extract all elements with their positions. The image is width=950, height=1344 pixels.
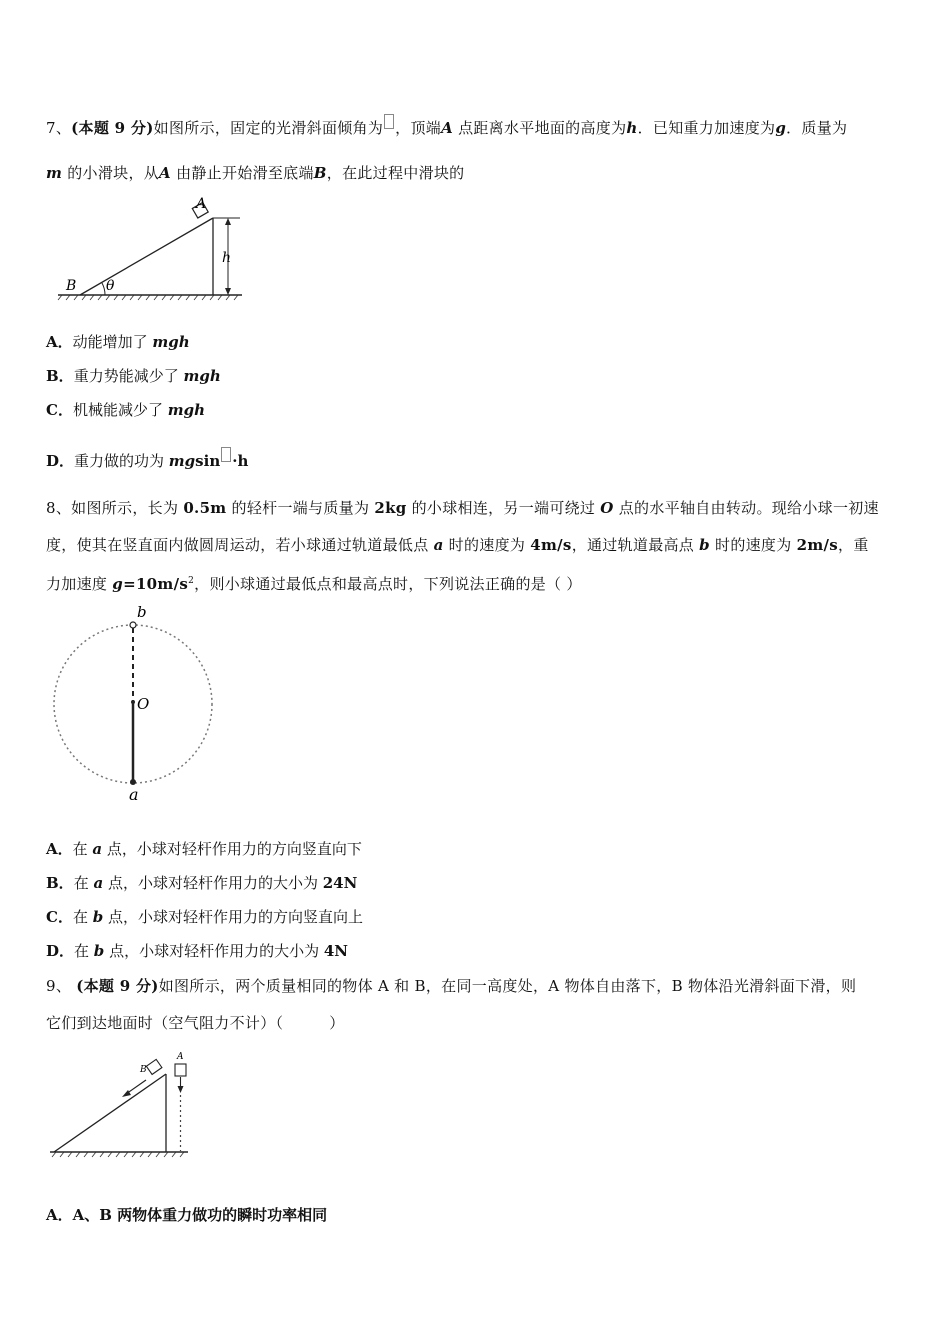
q8-circle-figure xyxy=(40,602,230,802)
q9-option-a[interactable]: A．A、B 两物体重力做功的瞬时功率相同 xyxy=(46,1206,328,1224)
q9-line-1: 9、 (本题 9 分)如图所示，两个质量相同的物体 A 和 B，在同一高度处，A 物体自由落下，B 物体沿光滑斜面下滑，则 xyxy=(46,977,857,995)
q7-option-c[interactable]: C．机械能减少了 mgh xyxy=(46,401,205,419)
label-a: a xyxy=(129,785,139,802)
q7-option-b[interactable]: B．重力势能减少了 mgh xyxy=(46,367,221,385)
q7-score: (本题 9 分) xyxy=(71,119,154,137)
q7-line-1: 7、(本题 9 分)如图所示，固定的光滑斜面倾角为 ，顶端A 点距离水平地面的高度为h．已知重力加速度为g．质量为 xyxy=(46,114,847,139)
angle-arc xyxy=(102,283,105,295)
q8-option-c[interactable]: C．在 b 点，小球对轻杆作用力的方向竖直向上 xyxy=(46,908,364,926)
label-A: A xyxy=(177,1052,184,1062)
q8-line-3: 力加速度 $g=10m/s^2$，则小球通过最低点和最高点时，下列说法正确的是（ ） xyxy=(46,575,582,593)
q9-incline-figure xyxy=(46,1048,196,1164)
missing-glyph-box xyxy=(384,114,394,129)
label-B: B xyxy=(66,278,77,294)
height-arrow-head-down xyxy=(225,288,231,295)
label-theta: θ xyxy=(106,278,115,294)
label-h: h xyxy=(222,250,232,266)
q7-incline-figure xyxy=(50,192,250,302)
incline-surface xyxy=(80,218,213,295)
q8-option-a[interactable]: A．在 a 点，小球对轻杆作用力的方向竖直向下 xyxy=(46,840,362,858)
q7-number: 7、 xyxy=(46,119,72,137)
q8-option-b[interactable]: B．在 a 点，小球对轻杆作用力的大小为 24N xyxy=(46,874,358,892)
incline-surface xyxy=(54,1074,166,1152)
point-b-ball xyxy=(130,622,136,628)
label-A: A xyxy=(196,196,207,212)
q7-option-a[interactable]: A．动能增加了 mgh xyxy=(46,333,190,351)
label-O: O xyxy=(137,695,150,713)
q7-line-2: m 的小滑块，从A 由静止开始滑至底端B，在此过程中滑块的 xyxy=(46,164,465,182)
height-arrow-head-up xyxy=(225,218,231,225)
block-A xyxy=(175,1064,186,1076)
block-B xyxy=(146,1059,162,1074)
q8-line-2: 度，使其在竖直面内做圆周运动，若小球通过轨道最低点 a 时的速度为 4m/s，通过轨道最高点 b 时的速度为 2m/s，重 xyxy=(46,536,869,554)
q8-line-1: 8、如图所示，长为 0.5m 的轻杆一端与质量为 2kg 的小球相连，另一端可绕过 O 点的水平轴自由转动。现给小球一初速 xyxy=(46,499,879,517)
q8-option-d[interactable]: D．在 b 点，小球对轻杆作用力的大小为 4N xyxy=(46,942,348,960)
label-B: B xyxy=(140,1065,147,1075)
missing-glyph-box xyxy=(221,447,231,462)
q7-option-d[interactable]: D．重力做的功为 mgsin ·h xyxy=(46,447,248,472)
label-b: b xyxy=(137,603,147,621)
block-A-arrow-head xyxy=(178,1086,184,1093)
q9-line-2: 它们到达地面时（空气阻力不计）（ ） xyxy=(46,1014,345,1032)
pivot-O xyxy=(131,700,135,704)
